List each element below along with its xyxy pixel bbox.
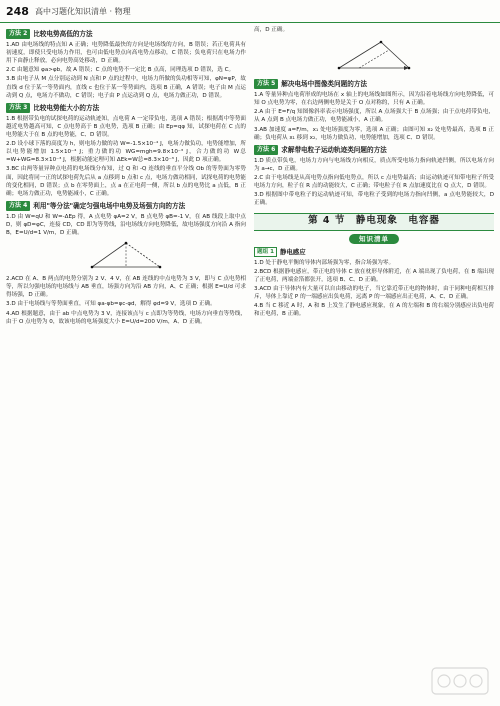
answer-item: 3.B 由电子从 M 点分别运动到 N 点和 P 点的过程中，电场力所做的负功相等可知，φN=φP，故直线 d 位于某一等势面内，直线 c 也位于某一等势面内，选项 B 正确，A 错误；电子由 M 点运动到 Q 点，电场力不做功，C 错误；电子由 P 点运动到 Q 点，电场力做正功，D 错误。 — [6, 76, 246, 99]
method-4-heading — [6, 201, 246, 211]
answer-item: 1.D 处于静电平衡的导体内部场强为零，指合场强为零。 — [254, 259, 395, 266]
answer-item: 3.D 由于电场线与等势面垂直，可知 φa-φb=φc-φd，解得 φd=9 V，选项 D 正确。 — [6, 301, 216, 308]
method-4-title: 利用"等分法"确定匀强电场中电势及场强方向的方法 — [33, 201, 186, 210]
answer-item: 2.D 设小球下落的高度为 h，则电场力做的功 W=-1.5×10⁻⁴ J，电场力做负功，电势能增加，所以电势能增加 1.5×10⁻⁴ J；重力做的功 WG=mgh=9.8×10⁻³ J，合力做的功 W总=W+WG=8.3×10⁻³ J，根据动能定理可知 ΔEk=W总=8.3×10⁻³ J，因此 D 项正确。 — [6, 141, 246, 164]
answer-item: 1.D 质点带负电，电场力方向与电场线方向相反，质点所受电场力指向轨迹凹侧，所以电场方向为 a→c，D 正确。 — [254, 157, 494, 172]
method-badge: 方法 6 — [254, 145, 278, 155]
answer-item: 4.AD 根据题意，由于 ab 中点电势为 3 V，连接该点与 c 点即为等势线，电场方向垂直等势线，由于 O 点电势为 0，故该电场的电场强度大小 E=U/d=200 V/m，A、D 正确。 — [6, 310, 246, 325]
answer-item: 2.BCD 根据静电感应，带正电的导体 C 放在枕形导体附近，在 A 端出现了负电荷，在 B 端出现了正电荷，两端金箔都张开，选项 B、C、D 正确。 — [254, 268, 494, 283]
method-6-title: 求解带电粒子运动轨迹类问题的方法 — [281, 145, 387, 154]
watermark-logo-icon — [430, 664, 490, 698]
page-columns — [6, 26, 494, 702]
right-column — [254, 26, 494, 702]
answer-item: 3.AB 加速度 a=F/m，x₁ 处电场强度为零，选项 A 正确；由图可知 x₂ 处电势最高，选项 B 正确；负电荷从 x₁ 移到 x₂，电场力做负功，电势能增加，选项 C、D 错误。 — [254, 126, 494, 141]
answer-item: 4.B 当 C 移近 A 时，A 和 B 上发生了静电感应现象，在 A 的左端和 B 的右端分别感应出负电荷和正电荷，B 正确。 — [254, 303, 494, 318]
topic-title: 静电感应 — [280, 247, 306, 256]
answer-item: 1.AD 由电场线的特点知 A 正确；电势降低最快的方向是电场线的方向，B 错误；若正电荷具有初速度，即使只受电场力作用，也可由低电势点向高电势点移动，C 错误；负电荷只在电场力作用下由静止释放，必向电势高处移动，D 正确。 — [6, 42, 246, 65]
triangle-field-figure — [329, 36, 419, 76]
method-3-title: 比较电势能大小的方法 — [33, 103, 100, 112]
answer-item: 2.C 由于电场线是从高电势点指向低电势点，所以 c 点电势最高；由运动轨迹可知带电粒子所受电场力方向，粒子在 R 点的动能较大，C 正确；带电粒子在 R 点加速度比在 Q 点大，D 错误。 — [254, 175, 494, 190]
method-5-heading — [254, 79, 494, 89]
method-2-heading — [6, 29, 246, 39]
answer-continuation: 高，D 正确。 — [254, 27, 289, 33]
section-title: 第 4 节 静电现象 电容器 — [308, 215, 440, 227]
method-5-title: 解决电场中图像类问题的方法 — [281, 80, 367, 89]
method-3-heading — [6, 103, 246, 113]
field-diagram-figure — [86, 239, 166, 273]
page-header — [0, 0, 500, 23]
section-banner — [254, 213, 494, 230]
method-badge: 方法 3 — [6, 103, 30, 113]
left-column — [6, 26, 246, 702]
knowledge-list-banner — [254, 234, 494, 244]
answer-item: 3.D 根据图中带电粒子的运动轨迹可知，带电粒子受到的电场力指向凹侧，a 点电势能较大，D 正确。 — [254, 192, 494, 207]
method-badge: 方法 2 — [6, 29, 30, 39]
topic-heading — [254, 247, 494, 257]
method-6-heading — [254, 145, 494, 155]
method-badge: 方法 4 — [6, 201, 30, 211]
answer-item: 3.ACD 由于导体内有大量可以自由移动的电子，当它靠近带正电的物体时，由于同种电荷相互排斥，导体上靠近 P 的一端感应出负电荷，远离 P 的一端感应出正电荷，A、C、D 正确。 — [254, 285, 494, 301]
answer-item: 2.A 由于 E=F/q 知图像斜率表示电场强度，所以 A 点场强大于 B 点场强；由于点电荷带负电，从 A 点到 B 点电场力做正功，电势能减小，A 正确。 — [254, 109, 494, 124]
book-title: 高中习题化知识清单 · 物理 — [34, 6, 131, 16]
topic-badge: 题组 1 — [254, 247, 277, 257]
method-badge: 方法 5 — [254, 79, 278, 89]
page-number: 248 — [6, 4, 29, 18]
answer-item: 1.A 等量异种点电荷形成的电场在 x 轴上的电场线如图所示，因为沿着电场线方向电势降低，可知 O 点电势为零，在右边两侧电势是关于 O 点对称的，只有 A 正确。 — [254, 92, 494, 107]
answer-item: 1.D 由 W=qU 和 W=-ΔEp 得，A 点电势 φA=2 V，B 点电势 φB=-1 V，在 AB 线段上取中点 D，则 φD=φC，连接 CD，CD 即为等势线，沿电场线方向电势降低，故电场强度方向沿 A 指向 B，E=U/d=1 V/m，D 正确。 — [6, 213, 246, 237]
answer-item: 2.ACD 在 A、B 两点的电势分别为 2 V、4 V，在 AB 连线的中点电势为 3 V，即与 C 点电势相等，所以匀强电场的电场线与 AB 垂直，场强方向为沿 AB 方向，A、C 正确；根据 E=U/d 可求得场强，D 正确。 — [6, 276, 246, 299]
answer-item: 1.B 根据带负电的试探电荷的运动轨迹知，点电荷 A 一定带负电，选项 A 错误；根据离中等势面越近电势越高可知，C 点电势高于 B 点电势，选项 B 正确；由 Ep=qφ 知，试探电荷在 C 点的电势能大于在 B 点的电势能，C、D 错误。 — [6, 115, 246, 139]
knowledge-list-label: 知识清单 — [349, 234, 399, 244]
answer-item: 2.C 由题意知 φa>φb，故 A 错误；C 点的电势不一定比 B 点高，同理选项 D 错误，选 C。 — [6, 67, 235, 74]
method-2-title: 比较电势高低的方法 — [33, 30, 93, 38]
answer-item: 3.BC 由两等量异种点电荷的电场线分布知，过 Q 和 -Q 连线的垂直平分线 Ob 的等势面为零势面，因此将同一正的试探电荷先后从 a 点移到 b 点和 c 点，电场力做功相同，试探电荷的电势能的变化相同，D 错误；点 b 在零势面上，点 a 在正电荷一侧，所以 b 点的电势比 a 点低，B 正确；电场力做正功，电势能减小，C 正确。 — [6, 166, 246, 197]
